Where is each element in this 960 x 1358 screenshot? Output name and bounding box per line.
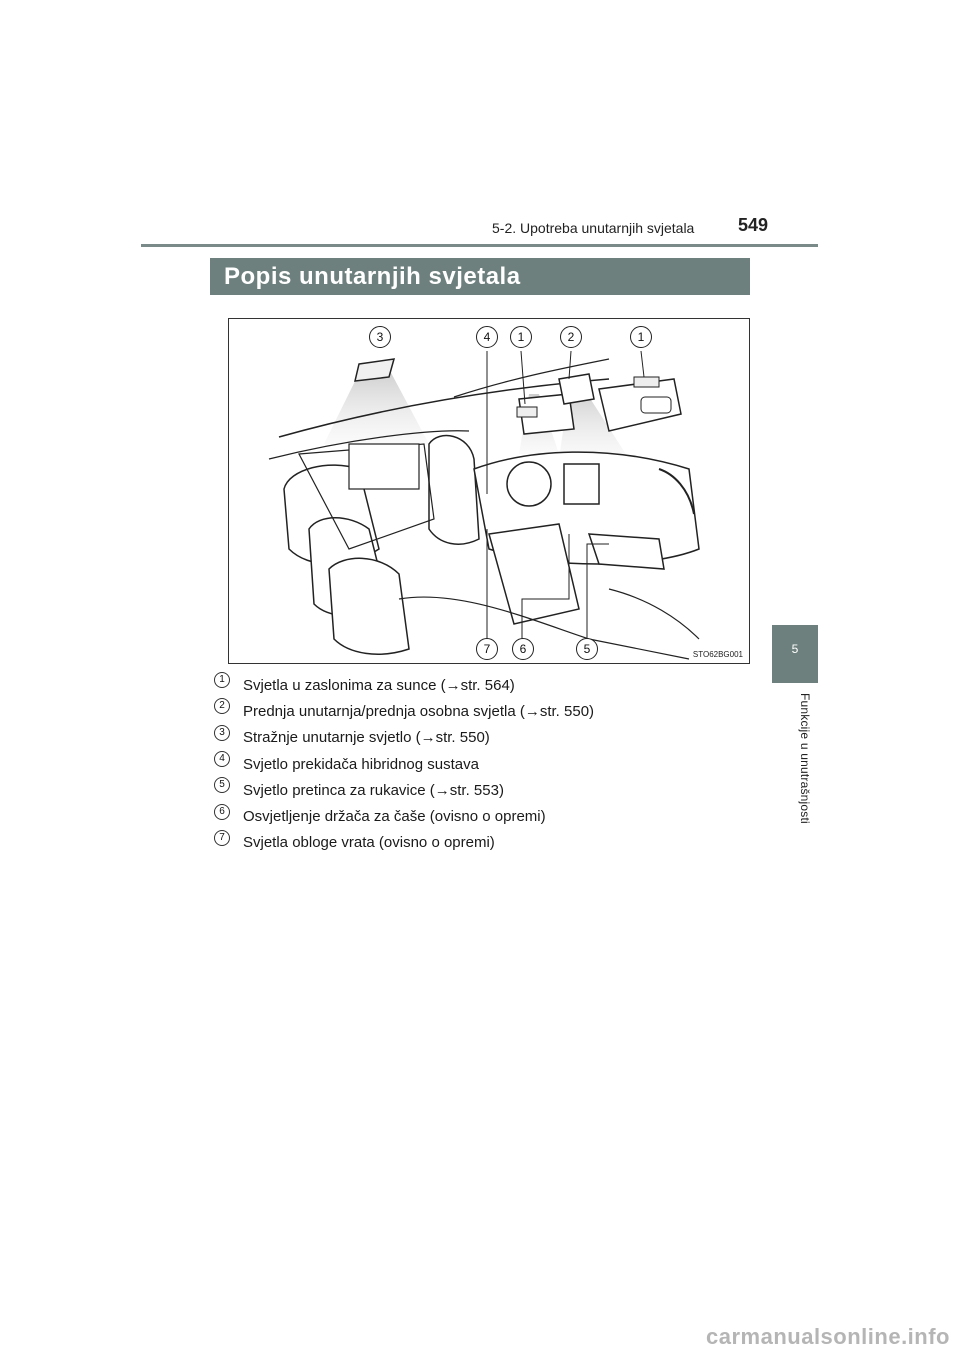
list-item [214, 803, 754, 829]
list-item-text: Svjetla obloge vrata (ovisno o opremi) [243, 834, 495, 852]
number-badge: 6 [214, 804, 230, 820]
list-item-text: Svjetlo pretinca za rukavice (→str. 553) [243, 781, 504, 799]
number-badge: 7 [214, 830, 230, 846]
number-badge: 4 [214, 751, 230, 767]
callout-5: 5 [576, 638, 598, 660]
list-item [214, 672, 754, 698]
list-item-text: Prednja unutarnja/prednja osobna svjetla (→str. 550) [243, 702, 595, 720]
callout-3: 3 [369, 326, 391, 348]
number-badge: 3 [214, 725, 230, 741]
number-badge: 2 [214, 698, 230, 714]
list-item-text: Osvjetljenje držača za čaše (ovisno o opremi) [243, 808, 546, 826]
list-item [214, 751, 754, 777]
legend-list [214, 672, 754, 856]
callout-6: 6 [512, 638, 534, 660]
section-path: 5-2. Upotreba unutarnjih svjetala [492, 220, 695, 236]
header-divider [141, 244, 818, 247]
callout-4: 4 [476, 326, 498, 348]
list-item-text: Svjetla u zaslonima za sunce (→str. 564) [243, 676, 515, 694]
list-item [214, 830, 754, 856]
number-badge: 1 [214, 672, 230, 688]
list-item [214, 725, 754, 751]
chapter-tab: 5 [772, 625, 818, 683]
callout-2: 2 [560, 326, 582, 348]
figure-code: STO62BG001 [692, 650, 743, 659]
list-item [214, 777, 754, 803]
chapter-title: Funkcije u unutrašnjosti [798, 693, 812, 824]
page-number: 549 [738, 215, 769, 235]
section-title: Popis unutarnjih svjetala [210, 258, 750, 295]
car-interior-illustration [229, 319, 750, 664]
callout-1b: 1 [630, 326, 652, 348]
interior-lights-figure [228, 318, 750, 664]
watermark: carmanualsonline.info [706, 1324, 950, 1349]
list-item-text: Svjetlo prekidača hibridnog sustava [243, 755, 479, 773]
callout-7: 7 [476, 638, 498, 660]
list-item-text: Stražnje unutarnje svjetlo (→str. 550) [243, 729, 490, 747]
callout-1a: 1 [510, 326, 532, 348]
list-item [214, 698, 754, 724]
number-badge: 5 [214, 777, 230, 793]
